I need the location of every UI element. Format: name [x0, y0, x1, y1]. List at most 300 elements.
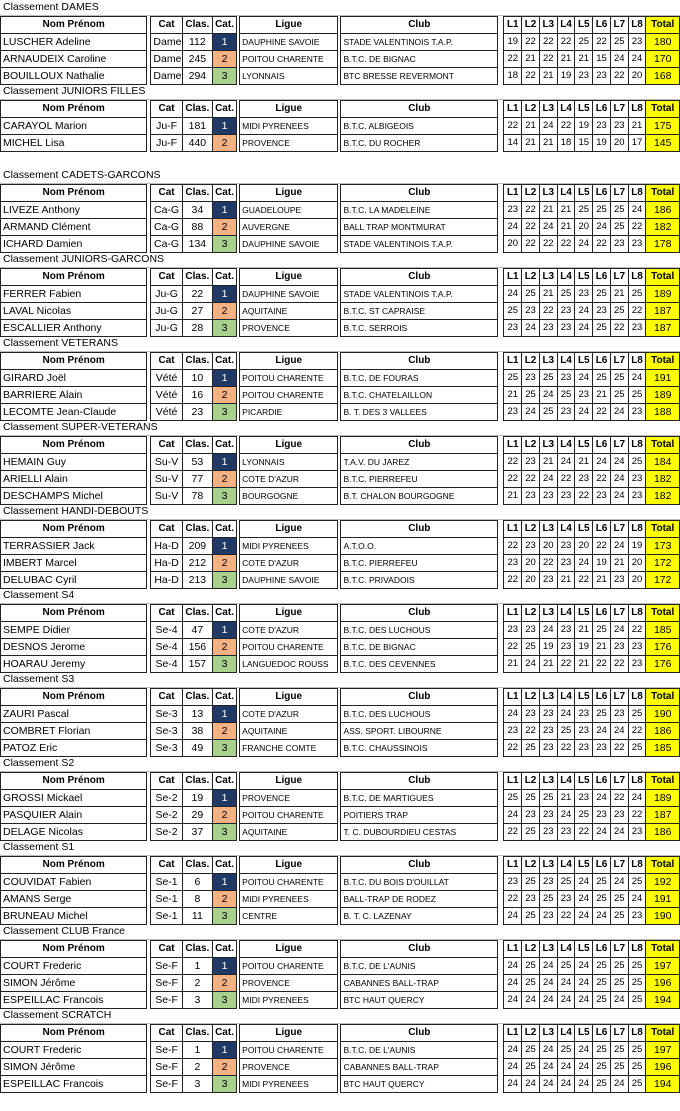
overall-rank: 23 — [182, 404, 212, 421]
ligue: AUVERGNE — [240, 219, 338, 236]
header-name: Nom Prénom — [1, 689, 147, 706]
ligue: COTE D'AZUR — [240, 706, 338, 723]
header-total: Total — [646, 689, 680, 706]
lap-score: 22 — [610, 68, 628, 85]
competitor-name: COURT Frederic — [1, 1042, 147, 1059]
category: Dame — [151, 34, 182, 51]
lap-score: 22 — [504, 639, 522, 656]
lap-score: 23 — [539, 572, 557, 589]
overall-rank: 181 — [182, 118, 212, 135]
overall-rank: 28 — [182, 320, 212, 337]
lap-score: 24 — [539, 622, 557, 639]
overall-rank: 38 — [182, 723, 212, 740]
header-lap: L8 — [628, 17, 646, 34]
lap-score: 19 — [504, 34, 522, 51]
total-score: 196 — [646, 1059, 680, 1076]
lap-score: 23 — [628, 320, 646, 337]
lap-score: 19 — [628, 538, 646, 555]
lap-score: 24 — [539, 1042, 557, 1059]
category-rank-badge: 1 — [213, 286, 237, 303]
lap-score: 24 — [610, 622, 628, 639]
header-cat-rank: Cat. — [213, 269, 237, 286]
header-clas: Clas. — [182, 353, 212, 370]
competitor-name: LIVEZE Anthony — [1, 202, 147, 219]
header-total: Total — [646, 353, 680, 370]
club: B.T.C. DE MARTIGUES — [341, 790, 498, 807]
ranking-table — [0, 100, 680, 152]
lap-score: 24 — [557, 807, 575, 824]
header-lap: L8 — [628, 185, 646, 202]
header-club: Club — [341, 17, 498, 34]
lap-score: 23 — [557, 320, 575, 337]
lap-score: 22 — [504, 824, 522, 841]
total-score: 186 — [646, 824, 680, 841]
lap-score: 23 — [504, 555, 522, 572]
header-name: Nom Prénom — [1, 185, 147, 202]
lap-score: 21 — [504, 488, 522, 505]
lap-score: 25 — [628, 387, 646, 404]
header-cat-rank: Cat. — [213, 941, 237, 958]
lap-score: 25 — [539, 891, 557, 908]
section-title: Classement CLUB France — [0, 924, 680, 940]
category-rank-badge: 2 — [213, 51, 237, 68]
ligue: GUADELOUPE — [240, 202, 338, 219]
table-row — [1, 824, 680, 841]
total-score: 189 — [646, 286, 680, 303]
lap-score: 22 — [593, 538, 611, 555]
club: STADE VALENTINOIS T.A.P. — [341, 286, 498, 303]
club: B.T.C. SERROIS — [341, 320, 498, 337]
ligue: POITOU CHARENTE — [240, 387, 338, 404]
section-title: Classement JUNIORS-GARCONS — [0, 252, 680, 268]
category-rank-badge: 3 — [213, 656, 237, 673]
category: Se-2 — [151, 790, 182, 807]
club: T.A.V. DU JAREZ — [341, 454, 498, 471]
category: Vété — [151, 404, 182, 421]
header-clas: Clas. — [182, 437, 212, 454]
lap-score: 24 — [628, 790, 646, 807]
lap-score: 22 — [557, 740, 575, 757]
header-club: Club — [341, 185, 498, 202]
header-total: Total — [646, 185, 680, 202]
lap-score: 20 — [539, 538, 557, 555]
header-club: Club — [341, 437, 498, 454]
category: Se-F — [151, 1059, 182, 1076]
header-lap: L3 — [539, 857, 557, 874]
lap-score: 24 — [575, 1059, 593, 1076]
header-name: Nom Prénom — [1, 605, 147, 622]
header-lap: L6 — [593, 773, 611, 790]
total-score: 187 — [646, 807, 680, 824]
header-cat: Cat — [151, 353, 182, 370]
category-rank-badge: 2 — [213, 891, 237, 908]
category: Dame — [151, 51, 182, 68]
total-score: 196 — [646, 975, 680, 992]
total-score: 191 — [646, 891, 680, 908]
header-club: Club — [341, 1025, 498, 1042]
lap-score: 22 — [593, 404, 611, 421]
total-score: 176 — [646, 639, 680, 656]
lap-score: 20 — [628, 555, 646, 572]
lap-score: 24 — [575, 1076, 593, 1093]
club: B.T.C. CHAUSSINOIS — [341, 740, 498, 757]
category-rank-badge: 2 — [213, 1059, 237, 1076]
category-rank-badge: 2 — [213, 387, 237, 404]
lap-score: 23 — [575, 706, 593, 723]
header-cat: Cat — [151, 521, 182, 538]
header-lap: L3 — [539, 437, 557, 454]
header-lap: L4 — [557, 689, 575, 706]
header-lap: L4 — [557, 1025, 575, 1042]
ligue: PROVENCE — [240, 975, 338, 992]
lap-score: 25 — [522, 975, 540, 992]
overall-rank: 134 — [182, 236, 212, 253]
overall-rank: 47 — [182, 622, 212, 639]
table-row — [1, 219, 680, 236]
category-rank-badge: 2 — [213, 555, 237, 572]
header-ligue: Ligue — [240, 773, 338, 790]
overall-rank: 49 — [182, 740, 212, 757]
lap-score: 22 — [628, 303, 646, 320]
header-total: Total — [646, 857, 680, 874]
ligue: PICARDIE — [240, 404, 338, 421]
header-cat-rank: Cat. — [213, 353, 237, 370]
lap-score: 23 — [557, 370, 575, 387]
overall-rank: 294 — [182, 68, 212, 85]
lap-score: 25 — [593, 622, 611, 639]
lap-score: 23 — [539, 320, 557, 337]
ligue: AQUITAINE — [240, 824, 338, 841]
ligue: PROVENCE — [240, 320, 338, 337]
category-rank-badge: 3 — [213, 68, 237, 85]
category: Su-V — [151, 488, 182, 505]
overall-rank: 157 — [182, 656, 212, 673]
lap-score: 25 — [575, 34, 593, 51]
table-row — [1, 958, 680, 975]
section-title: Classement VETERANS — [0, 336, 680, 352]
header-lap: L1 — [504, 269, 522, 286]
header-lap: L5 — [575, 437, 593, 454]
table-row — [1, 740, 680, 757]
header-cat: Cat — [151, 185, 182, 202]
lap-score: 20 — [628, 68, 646, 85]
ligue: COTE D'AZUR — [240, 555, 338, 572]
category-rank-badge: 1 — [213, 454, 237, 471]
lap-score: 22 — [593, 236, 611, 253]
category-rank-badge: 3 — [213, 824, 237, 841]
lap-score: 24 — [504, 958, 522, 975]
lap-score: 22 — [628, 807, 646, 824]
lap-score: 24 — [575, 908, 593, 925]
header-club: Club — [341, 521, 498, 538]
competitor-name: MICHEL Lisa — [1, 135, 147, 152]
lap-score: 21 — [557, 219, 575, 236]
lap-score: 21 — [610, 555, 628, 572]
header-total: Total — [646, 1025, 680, 1042]
category-rank-badge: 1 — [213, 706, 237, 723]
ranking-table — [0, 856, 680, 925]
category: Se-3 — [151, 740, 182, 757]
total-score: 180 — [646, 34, 680, 51]
lap-score: 24 — [575, 236, 593, 253]
category: Ju-G — [151, 303, 182, 320]
lap-score: 23 — [539, 740, 557, 757]
lap-score: 24 — [557, 1059, 575, 1076]
lap-score: 24 — [575, 958, 593, 975]
overall-rank: 156 — [182, 639, 212, 656]
overall-rank: 22 — [182, 286, 212, 303]
table-row — [1, 303, 680, 320]
competitor-name: DELAGE Nicolas — [1, 824, 147, 841]
header-lap: L2 — [522, 605, 540, 622]
category: Dame — [151, 68, 182, 85]
competitor-name: IMBERT Marcel — [1, 555, 147, 572]
header-lap: L6 — [593, 1025, 611, 1042]
header-lap: L7 — [610, 1025, 628, 1042]
header-ligue: Ligue — [240, 605, 338, 622]
total-score: 192 — [646, 874, 680, 891]
header-ligue: Ligue — [240, 857, 338, 874]
lap-score: 25 — [628, 454, 646, 471]
total-score: 188 — [646, 404, 680, 421]
category-rank-badge: 2 — [213, 723, 237, 740]
lap-score: 23 — [575, 387, 593, 404]
lap-score: 23 — [539, 807, 557, 824]
lap-score: 23 — [504, 874, 522, 891]
lap-score: 25 — [593, 958, 611, 975]
lap-score: 22 — [522, 723, 540, 740]
header-clas: Clas. — [182, 101, 212, 118]
header-row — [1, 941, 680, 958]
club: BALL TRAP MONTMURAT — [341, 219, 498, 236]
category: Su-V — [151, 471, 182, 488]
category-rank-badge: 2 — [213, 807, 237, 824]
header-clas: Clas. — [182, 857, 212, 874]
header-total: Total — [646, 521, 680, 538]
header-lap: L2 — [522, 1025, 540, 1042]
header-name: Nom Prénom — [1, 101, 147, 118]
lap-score: 23 — [575, 471, 593, 488]
ranking-section — [0, 924, 680, 1008]
overall-rank: 8 — [182, 891, 212, 908]
category: Se-1 — [151, 891, 182, 908]
lap-score: 24 — [575, 555, 593, 572]
category-rank-badge: 3 — [213, 1076, 237, 1093]
lap-score: 24 — [628, 370, 646, 387]
category-rank-badge: 1 — [213, 202, 237, 219]
category: Vété — [151, 387, 182, 404]
total-score: 187 — [646, 320, 680, 337]
lap-score: 23 — [557, 404, 575, 421]
total-score: 185 — [646, 740, 680, 757]
lap-score: 24 — [610, 992, 628, 1009]
table-row — [1, 555, 680, 572]
lap-score: 22 — [610, 656, 628, 673]
header-cat: Cat — [151, 1025, 182, 1042]
overall-rank: 1 — [182, 1042, 212, 1059]
lap-score: 24 — [575, 874, 593, 891]
lap-score: 24 — [539, 471, 557, 488]
header-lap: L3 — [539, 17, 557, 34]
ligue: POITOU CHARENTE — [240, 51, 338, 68]
lap-score: 23 — [539, 908, 557, 925]
header-lap: L7 — [610, 941, 628, 958]
lap-score: 24 — [610, 538, 628, 555]
header-lap: L3 — [539, 521, 557, 538]
table-row — [1, 1059, 680, 1076]
lap-score: 23 — [628, 488, 646, 505]
ranking-table — [0, 436, 680, 505]
header-lap: L5 — [575, 605, 593, 622]
total-score: 182 — [646, 219, 680, 236]
table-row — [1, 908, 680, 925]
category: Ha-D — [151, 538, 182, 555]
ligue: LYONNAIS — [240, 454, 338, 471]
header-clas: Clas. — [182, 185, 212, 202]
club: B. T. DES 3 VALLEES — [341, 404, 498, 421]
lap-score: 20 — [575, 219, 593, 236]
lap-score: 24 — [557, 975, 575, 992]
category: Ca-G — [151, 236, 182, 253]
lap-score: 24 — [593, 790, 611, 807]
header-club: Club — [341, 773, 498, 790]
lap-score: 21 — [539, 454, 557, 471]
table-row — [1, 320, 680, 337]
overall-rank: 440 — [182, 135, 212, 152]
category-rank-badge: 3 — [213, 908, 237, 925]
header-lap: L1 — [504, 941, 522, 958]
competitor-name: DESCHAMPS Michel — [1, 488, 147, 505]
lap-score: 22 — [575, 488, 593, 505]
header-lap: L7 — [610, 269, 628, 286]
lap-score: 23 — [610, 572, 628, 589]
ranking-table — [0, 16, 680, 85]
lap-score: 22 — [522, 202, 540, 219]
total-score: 145 — [646, 135, 680, 152]
club: POITIERS TRAP — [341, 807, 498, 824]
header-lap: L2 — [522, 353, 540, 370]
category: Se-2 — [151, 807, 182, 824]
header-clas: Clas. — [182, 1025, 212, 1042]
lap-score: 22 — [628, 622, 646, 639]
lap-score: 24 — [610, 404, 628, 421]
header-name: Nom Prénom — [1, 17, 147, 34]
header-cat: Cat — [151, 437, 182, 454]
category-rank-badge: 2 — [213, 135, 237, 152]
lap-score: 23 — [593, 68, 611, 85]
header-lap: L5 — [575, 941, 593, 958]
section-title: Classement S1 — [0, 840, 680, 856]
category-rank-badge: 1 — [213, 790, 237, 807]
lap-score: 22 — [557, 118, 575, 135]
overall-rank: 2 — [182, 1059, 212, 1076]
lap-score: 22 — [610, 790, 628, 807]
header-lap: L6 — [593, 689, 611, 706]
category: Se-3 — [151, 706, 182, 723]
lap-score: 23 — [593, 807, 611, 824]
ranking-section — [0, 840, 680, 924]
header-cat-rank: Cat. — [213, 773, 237, 790]
lap-score: 22 — [610, 320, 628, 337]
lap-score: 23 — [557, 891, 575, 908]
lap-score: 23 — [593, 740, 611, 757]
lap-score: 22 — [539, 555, 557, 572]
table-row — [1, 538, 680, 555]
lap-score: 22 — [504, 538, 522, 555]
category: Se-F — [151, 958, 182, 975]
lap-score: 24 — [539, 118, 557, 135]
lap-score: 23 — [522, 303, 540, 320]
club: B.T.C. PRIVADOIS — [341, 572, 498, 589]
header-lap: L6 — [593, 185, 611, 202]
header-lap: L4 — [557, 185, 575, 202]
lap-score: 24 — [539, 1076, 557, 1093]
header-lap: L3 — [539, 941, 557, 958]
category: Ju-F — [151, 118, 182, 135]
club: B.T.C. DU BOIS D'OUILLAT — [341, 874, 498, 891]
category: Se-1 — [151, 874, 182, 891]
competitor-name: PASQUIER Alain — [1, 807, 147, 824]
ligue: COTE D'AZUR — [240, 471, 338, 488]
table-row — [1, 135, 680, 152]
club: CABANNES BALL-TRAP — [341, 1059, 498, 1076]
ranking-section — [0, 756, 680, 840]
header-lap: L6 — [593, 857, 611, 874]
header-lap: L4 — [557, 941, 575, 958]
lap-score: 25 — [522, 1059, 540, 1076]
header-total: Total — [646, 941, 680, 958]
header-lap: L1 — [504, 521, 522, 538]
total-score: 197 — [646, 1042, 680, 1059]
ligue: COTE D'AZUR — [240, 622, 338, 639]
club: STADE VALENTINOIS T.A.P. — [341, 236, 498, 253]
club: B.T.C. DE L'AUNIS — [341, 958, 498, 975]
overall-rank: 209 — [182, 538, 212, 555]
lap-score: 21 — [628, 118, 646, 135]
competitor-name: SEMPE Didier — [1, 622, 147, 639]
header-lap: L2 — [522, 857, 540, 874]
header-row — [1, 185, 680, 202]
lap-score: 25 — [628, 1042, 646, 1059]
lap-score: 23 — [628, 236, 646, 253]
ligue: LYONNAIS — [240, 68, 338, 85]
header-cat: Cat — [151, 689, 182, 706]
lap-score: 25 — [610, 891, 628, 908]
lap-score: 22 — [593, 656, 611, 673]
header-name: Nom Prénom — [1, 437, 147, 454]
club: B.T.C. ALBIGEOIS — [341, 118, 498, 135]
header-row — [1, 353, 680, 370]
lap-score: 23 — [628, 824, 646, 841]
ligue: POITOU CHARENTE — [240, 874, 338, 891]
lap-score: 23 — [522, 370, 540, 387]
header-lap: L4 — [557, 521, 575, 538]
lap-score: 23 — [557, 555, 575, 572]
category-rank-badge: 1 — [213, 874, 237, 891]
header-lap: L6 — [593, 17, 611, 34]
lap-score: 25 — [610, 1059, 628, 1076]
lap-score: 23 — [522, 488, 540, 505]
header-lap: L1 — [504, 17, 522, 34]
club: B.T.C. DES CEVENNES — [341, 656, 498, 673]
lap-score: 25 — [504, 370, 522, 387]
lap-score: 23 — [557, 824, 575, 841]
header-total: Total — [646, 773, 680, 790]
ranking-table — [0, 520, 680, 589]
competitor-name: FERRER Fabien — [1, 286, 147, 303]
lap-score: 25 — [610, 303, 628, 320]
lap-score: 25 — [628, 1076, 646, 1093]
